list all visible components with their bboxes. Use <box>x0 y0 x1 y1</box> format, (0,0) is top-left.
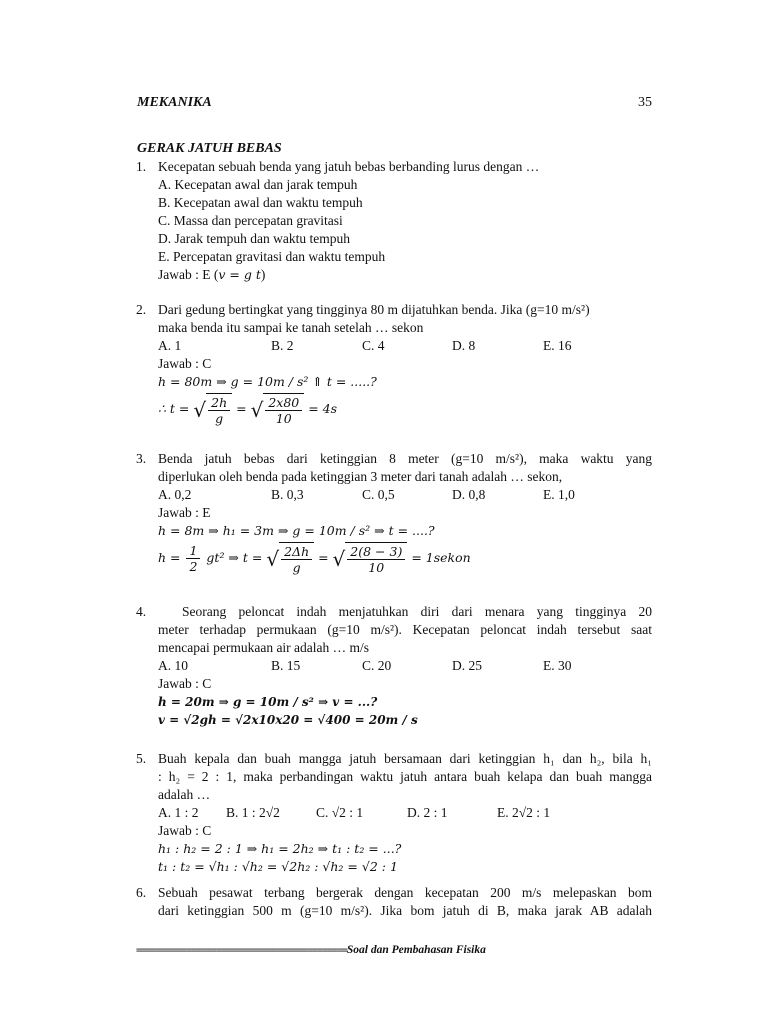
answer-label: Jawab : E <box>158 505 211 520</box>
sqrt-expression: √ $\frac{2h}{g}$ <box>193 393 232 426</box>
question-number: 3. <box>136 451 147 466</box>
option-c: C. √2 : 1 <box>316 805 364 820</box>
option-e: E. 30 <box>543 658 572 673</box>
running-header-title: MEKANIKA <box>137 95 212 110</box>
option-e: E. 2√2 : 1 <box>497 805 551 820</box>
question-number: 2. <box>136 302 147 317</box>
section-title: GERAK JATUH BEBAS <box>137 141 282 156</box>
options-row <box>158 657 652 675</box>
answer-formula: v = g t <box>218 267 261 282</box>
fraction-denominator: g <box>292 560 301 575</box>
eq-middle: gt² ⇒ t = <box>206 550 263 565</box>
option-c: C. Massa dan percepatan gravitasi <box>158 213 343 228</box>
option-d: D. 25 <box>452 658 482 673</box>
option-b: B. 0,3 <box>271 487 304 502</box>
question-text-line-2: maka benda itu sampai ke tanah setelah … sekon <box>158 320 424 335</box>
question-number: 6. <box>136 885 147 900</box>
question-text-line-2: diperlukan oleh benda pada ketinggian 3 meter dari tanah adalah … sekon, <box>158 469 563 484</box>
question-number: 4. <box>136 604 147 619</box>
eq-prefix: ∴ t = <box>158 401 190 416</box>
sqrt-expression: √ $\frac{2x80}{10}$ <box>251 393 305 426</box>
option-c: C. 4 <box>362 338 385 353</box>
fraction-numerator: 1 <box>186 543 200 559</box>
question-number: 5. <box>136 751 147 766</box>
page-footer <box>136 941 652 960</box>
eq-prefix: h = <box>158 550 181 565</box>
fraction-numerator: 2(8 − 3) <box>347 544 405 560</box>
sqrt-expression: √ $\frac{2\Delta h}{g}$ <box>266 542 314 575</box>
option-e: E. 1,0 <box>543 487 575 502</box>
option-b: B. 2 <box>271 338 294 353</box>
solution-step-1: h = 8m ⇒ h₁ = 3m ⇒ g = 10m / s² ⇒ t = ....? <box>158 523 435 538</box>
answer-label: Jawab : C <box>158 356 212 371</box>
option-a: A. 10 <box>158 658 188 673</box>
footer-text: Soal dan Pembahasan Fisika <box>346 944 486 956</box>
question-text-line-1: Sebuah pesawat terbang bergerak dengan kecepatan 200 m/s melepaskan bom <box>158 885 652 900</box>
fraction-numerator: 2Δh <box>281 544 312 560</box>
fraction-denominator: 10 <box>275 411 292 426</box>
fraction-denominator: g <box>215 411 224 426</box>
solution-step-2: t₁ : t₂ = √h₁ : √h₂ = √2h₂ : √h₂ = √2 : 1 <box>158 859 398 874</box>
question-text-line-2: dari ketinggian 500 m (g=10 m/s²). Jika bom jatuh di B, maka jarak AB adalah <box>158 903 652 918</box>
options-row <box>158 804 652 822</box>
sqrt-expression: √ $\frac{2(8 - 3)}{10}$ <box>333 542 408 575</box>
option-e: E. Percepatan gravitasi dan waktu tempuh <box>158 249 386 264</box>
question-text-line-2: meter terhadap permukaan (g=10 m/s²). Kecepatan peloncat indah tersebut saat <box>158 622 652 637</box>
fraction-half <box>186 543 200 574</box>
answer-close: ) <box>260 267 266 282</box>
page-number: 35 <box>638 95 652 110</box>
solution-step-2: h = $\frac{1}{2}$ gt² ⇒ t = √ $\frac{2\Delta h}{g}$ = √ $\frac{2(8 - 3)}{10}$ = 1sekon <box>158 543 471 575</box>
option-d: D. 2 : 1 <box>407 805 448 820</box>
answer-label: Jawab : C <box>158 676 212 691</box>
question-text-line-3: mencapai permukaan air adalah … m/s <box>158 640 370 655</box>
solution-step-2: ∴ t = √ $\frac{2h}{g}$ = √ $\frac{2x80}{10}$ = 4s <box>158 395 338 426</box>
option-d: D. 0,8 <box>452 487 486 502</box>
question-text-line-1: Benda jatuh bebas dari ketinggian 8 meter (g=10 m/s²), maka waktu yang <box>158 451 652 466</box>
answer-label: Jawab : C <box>158 823 212 838</box>
question-text-line-1: Dari gedung bertingkat yang tingginya 80 m dijatuhkan benda. Jika (g=10 m/s²) <box>158 302 590 317</box>
option-b: B. 15 <box>271 658 301 673</box>
option-e: E. 16 <box>543 338 572 353</box>
option-c: C. 20 <box>362 658 392 673</box>
answer-line <box>158 266 652 284</box>
question-text: Kecepatan sebuah benda yang jatuh bebas berbanding lurus dengan … <box>158 159 540 174</box>
option-a: A. 0,2 <box>158 487 192 502</box>
options-row <box>158 337 652 355</box>
answer-label: Jawab : E ( <box>158 267 219 282</box>
options-row <box>158 486 652 504</box>
footer-rule: ========================================== <box>136 945 347 956</box>
option-a: A. 1 : 2 <box>158 805 199 820</box>
question-text-line-1: Buah kepala dan buah mangga jatuh bersamaan dari ketinggian h₁ dan h₂, bila h₁ <box>158 751 652 766</box>
question-number: 1. <box>136 159 147 174</box>
option-b: B. 1 : 2√2 <box>226 805 280 820</box>
option-a: A. 1 <box>158 338 182 353</box>
eq-result: = 4s <box>308 401 338 416</box>
fraction-numerator: 2x80 <box>265 395 302 411</box>
question-text-line-3: adalah … <box>158 787 211 802</box>
fraction-numerator: 2h <box>208 395 230 411</box>
option-a: A. Kecepatan awal dan jarak tempuh <box>158 177 358 192</box>
question-text-line-2: : h₂ = 2 : 1, maka perbandingan waktu jatuh antara buah kelapa dan buah mangga <box>158 769 652 784</box>
option-d: D. 8 <box>452 338 476 353</box>
option-c: C. 0,5 <box>362 487 395 502</box>
solution-step-1: h = 20m ⇒ g = 10m / s² ⇒ v = ...? <box>158 695 378 709</box>
eq-result: = 1sekon <box>411 550 471 565</box>
fraction-denominator: 2 <box>189 559 198 574</box>
fraction-denominator: 10 <box>368 560 385 575</box>
question-text-line-1: Seorang peloncat indah menjatuhkan diri dari menara yang tingginya 20 <box>182 604 652 619</box>
solution-step-1: h₁ : h₂ = 2 : 1 ⇒ h₁ = 2h₂ ⇒ t₁ : t₂ = ...? <box>158 841 402 856</box>
option-d: D. Jarak tempuh dan waktu tempuh <box>158 231 350 246</box>
option-b: B. Kecepatan awal dan waktu tempuh <box>158 195 363 210</box>
solution-step-1: h = 80m ⇒ g = 10m / s² ⇑ t = .....? <box>158 374 377 389</box>
solution-step-2: v = √2gh = √2x10x20 = √400 = 20m / s <box>158 713 418 727</box>
